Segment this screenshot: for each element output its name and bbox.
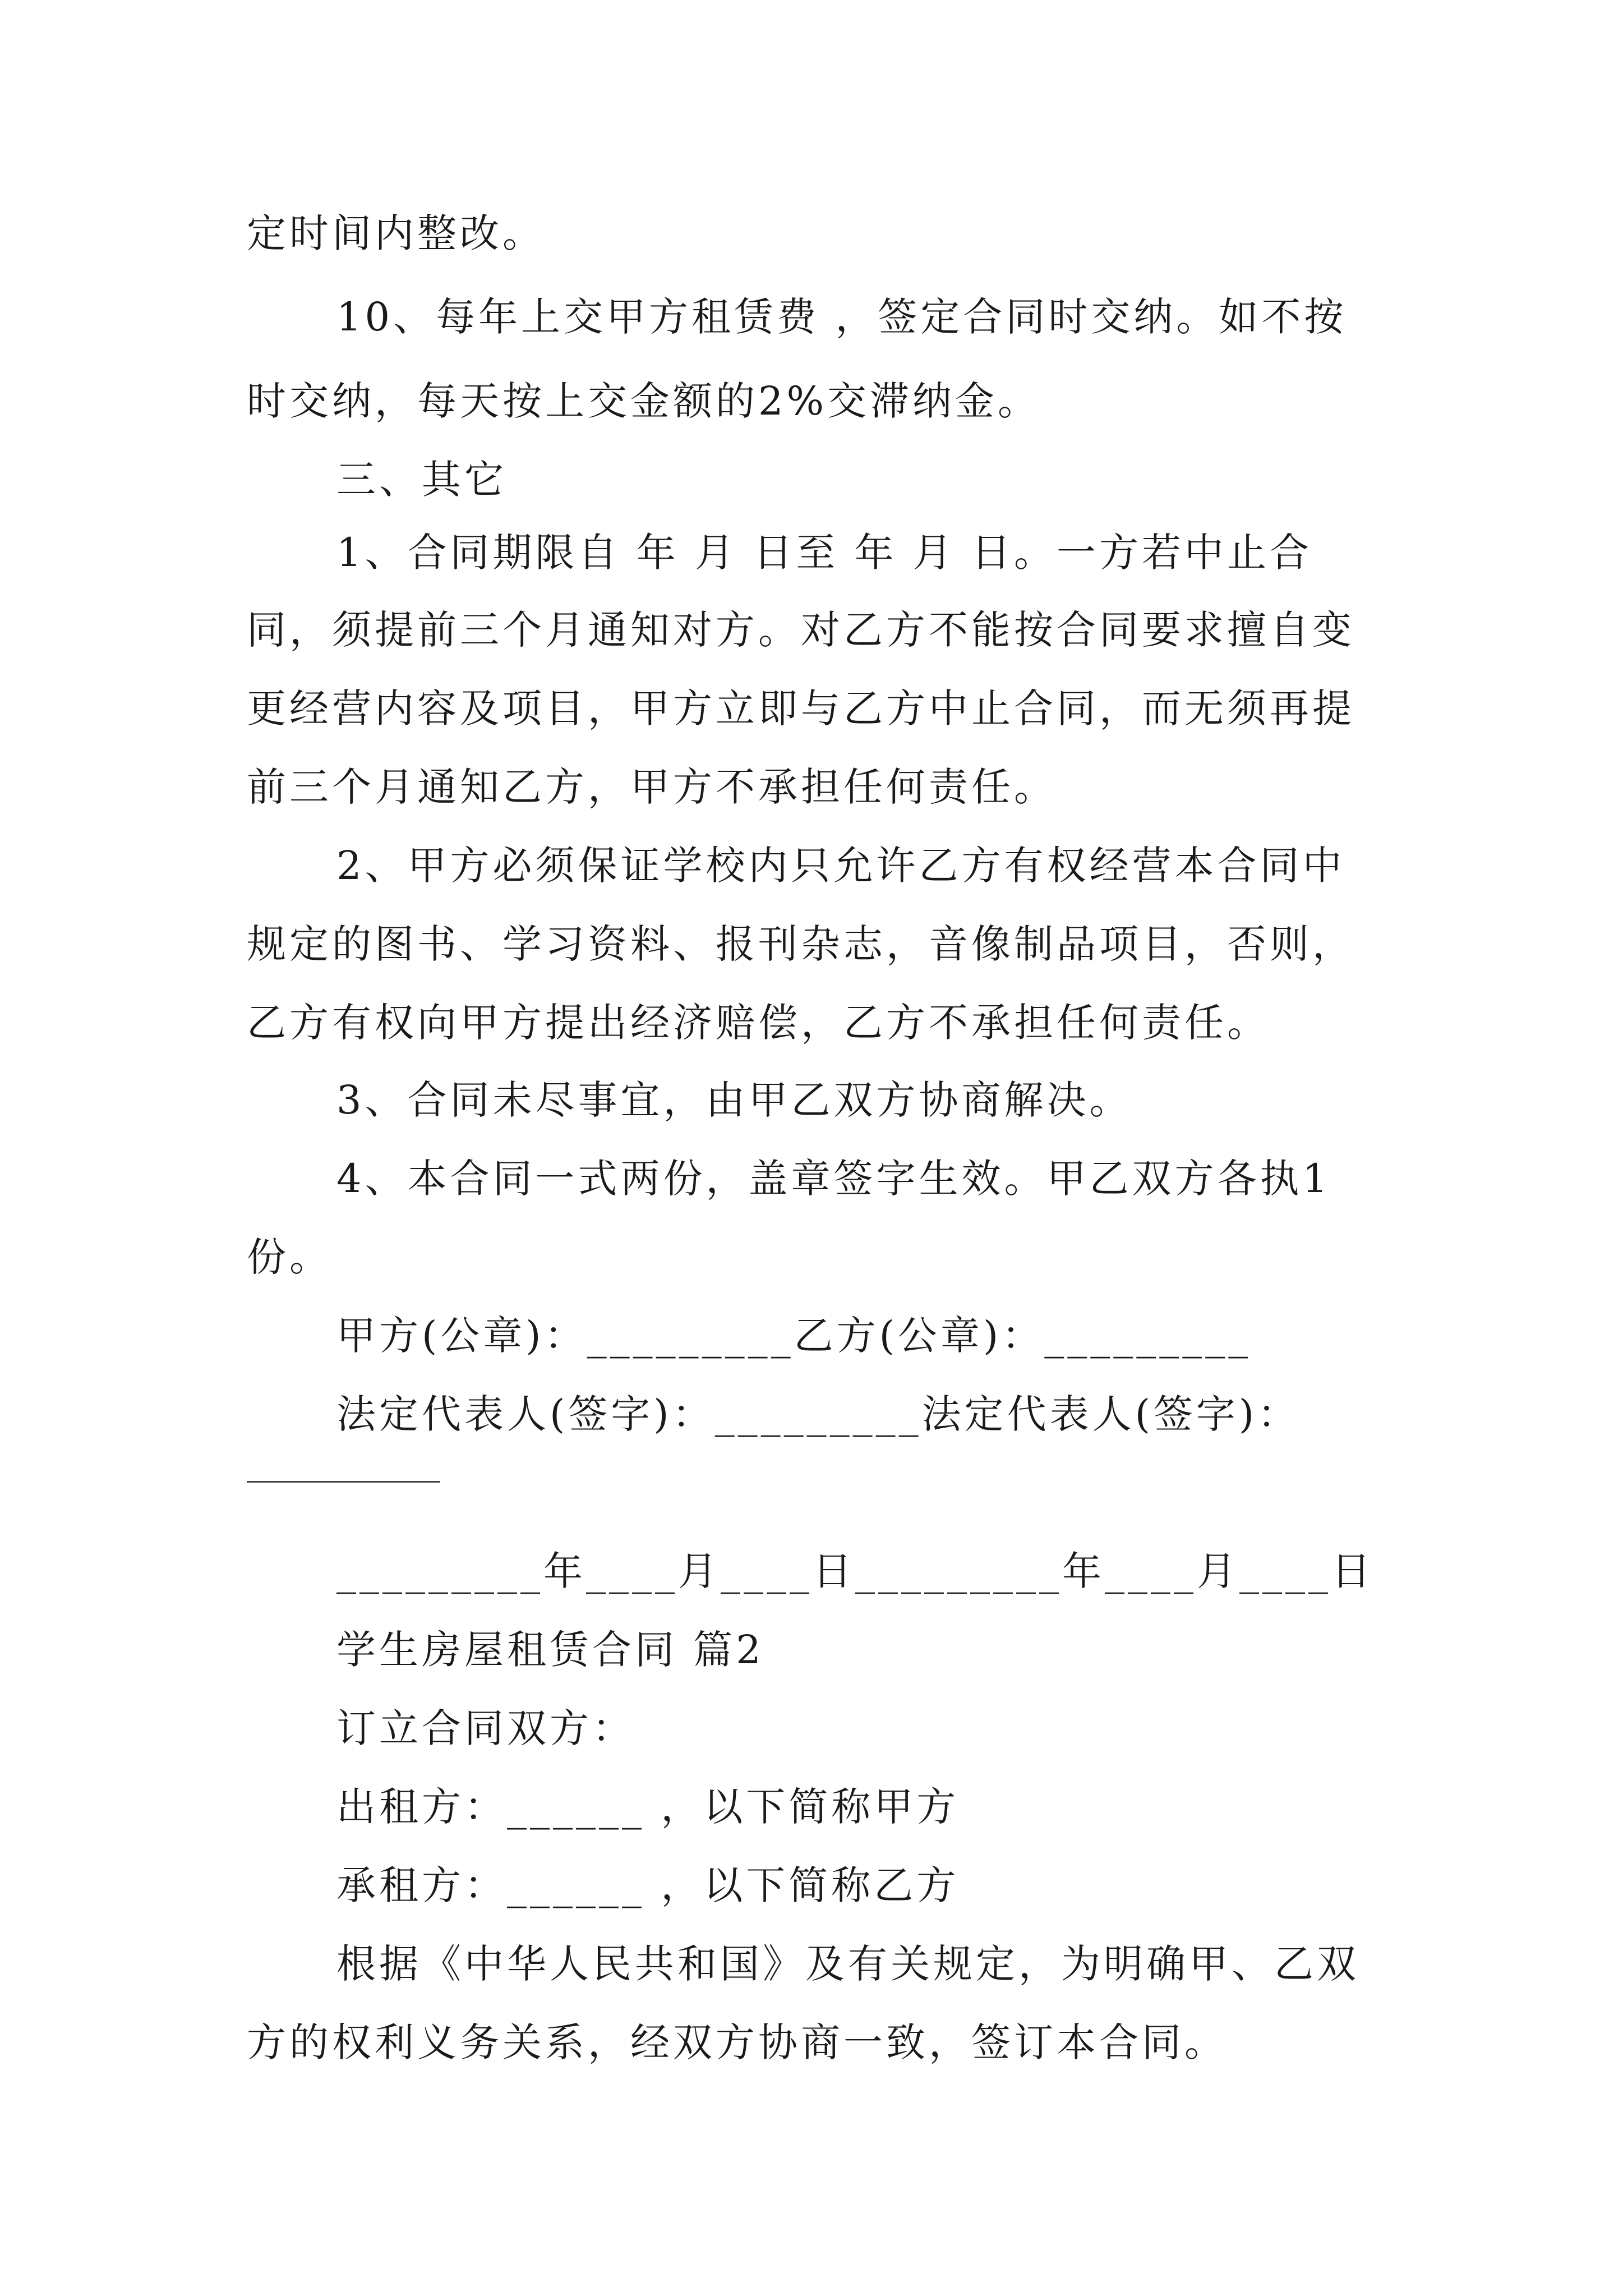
text-line-5: 1、合同期限自 年 月 日至 年 月 日。一方若中止合 (336, 530, 1313, 576)
text-line-9: 2、甲方必须保证学校内只允许乙方有权经营本合同中 (336, 843, 1345, 889)
text-line-12: 3、合同未尽事宜，由甲乙双方协商解决。 (336, 1077, 1132, 1123)
text-line-23: 方的权利义务关系，经双方协商一致，签订本合同。 (247, 2019, 1227, 2065)
text-line-11: 乙方有权向甲方提出经济赔偿，乙方不承担任何责任。 (247, 1000, 1270, 1046)
text-line-14: 份。 (247, 1234, 332, 1280)
section-heading: 三、其它 (336, 457, 507, 503)
lessee-line: 承租方：______ ，以下简称乙方 (336, 1862, 960, 1908)
legal-representative-line: 法定代表人(签字)：_________法定代表人(签字)： (336, 1391, 1301, 1437)
text-line-7: 更经营内容及项目，甲方立即与乙方中止合同，而无须再提 (247, 685, 1355, 731)
text-line-6: 同，须提前三个月通知对方。对乙方不能按合同要求擅自变 (247, 607, 1355, 653)
text-line-1: 定时间内整改。 (247, 210, 545, 256)
text-line-2: 10、每年上交甲方租赁费 ，签定合同时交纳。如不按 (336, 294, 1347, 340)
text-line-3: 时交纳，每天按上交金额的2%交滞纳金。 (247, 378, 1041, 424)
party-seal-line: 甲方(公章)：_________乙方(公章)：_________ (336, 1313, 1252, 1359)
signature-blank (247, 1481, 440, 1483)
text-line-8: 前三个月通知乙方，甲方不承担任何责任。 (247, 764, 1057, 810)
lessor-line: 出租方：______ ，以下简称甲方 (336, 1784, 960, 1830)
text-line-22: 根据《中华人民共和国》及有关规定，为明确甲、乙双 (336, 1941, 1359, 1987)
section-title: 学生房屋租赁合同 篇2 (336, 1627, 764, 1673)
parties-heading: 订立合同双方： (336, 1705, 635, 1751)
date-line: _________年____月____日_________年____月____日 (336, 1548, 1374, 1594)
text-line-13: 4、本合同一式两份，盖章签字生效。甲乙双方各执1 (336, 1156, 1331, 1202)
text-line-10: 规定的图书、学习资料、报刊杂志，音像制品项目，否则， (247, 921, 1355, 967)
